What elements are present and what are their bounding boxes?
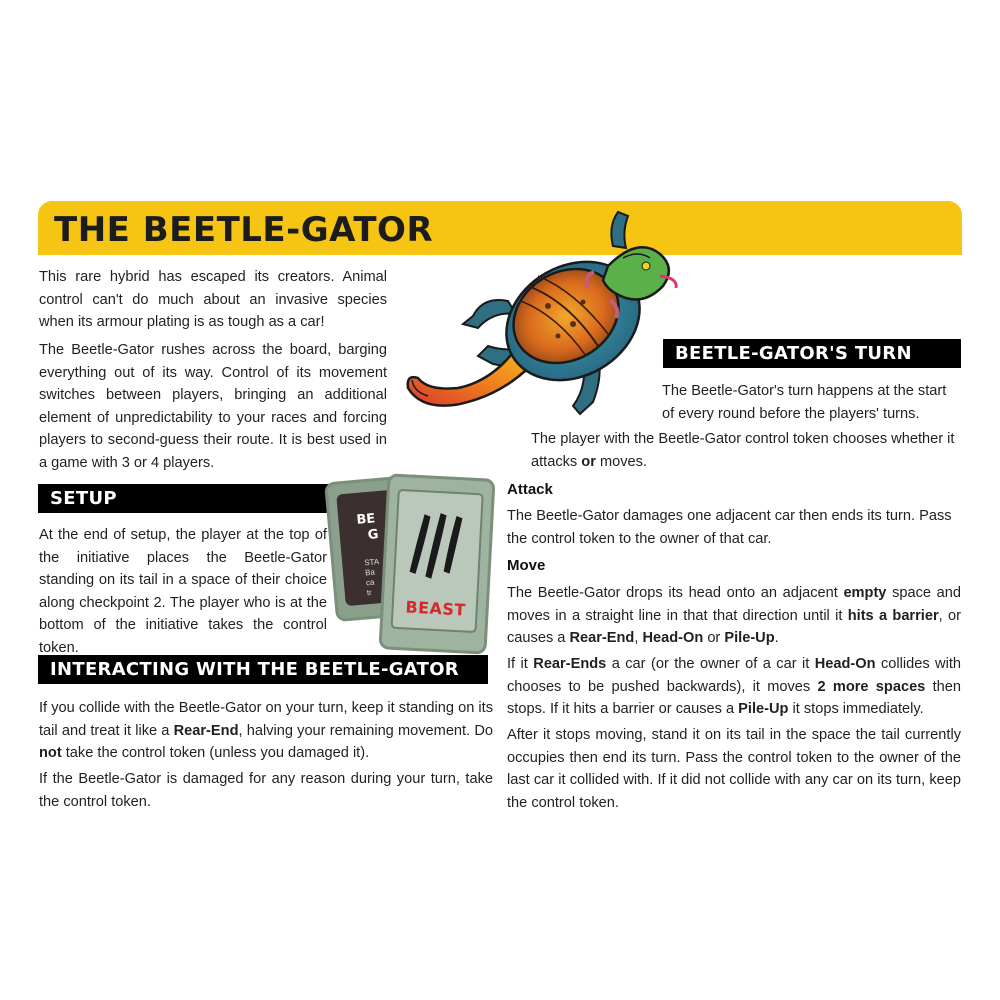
card-back-text bbox=[364, 557, 382, 598]
move-p1-k: . bbox=[774, 630, 779, 646]
move-p2-rear-ends: Rear-Ends bbox=[533, 656, 607, 672]
intro-paragraph-1: This rare hybrid has escaped its creators. Animal control can't do much about an invasive species when its armour plating is as tough as a car! bbox=[39, 269, 387, 330]
interacting-p1-rear-end: Rear-End bbox=[173, 722, 239, 739]
setup-paragraph: At the end of setup, the player at the top of the initiative places the Beetle-Gator standing on its tail in a space of their choice along checkpoint 2. The player who is at the bottom of the initiative takes the control token. bbox=[39, 527, 327, 656]
move-p1-a: The Beetle-Gator drops its head onto an adjacent bbox=[507, 585, 844, 601]
move-p2-e: collides with chooses to be pushed backwards), it moves bbox=[507, 656, 962, 695]
move-p2-i: it stops immediately. bbox=[788, 701, 924, 717]
move-paragraph-2 bbox=[507, 653, 961, 721]
move-p2-g: then stops. If it hits a barrier or causes a bbox=[507, 678, 961, 717]
card-back-title-2: G bbox=[367, 527, 380, 543]
interacting-p1-e: take the control token (unless you damaged it). bbox=[61, 745, 370, 761]
card-back-text-4: tr bbox=[366, 587, 373, 598]
move-paragraph-1 bbox=[507, 582, 961, 650]
turn-p2-text-a: The player with the Beetle-Gator control token chooses whether it attacks bbox=[531, 431, 955, 470]
turn-paragraph-1: The Beetle-Gator's turn happens at the start of every round before the players' turns. bbox=[662, 383, 947, 422]
card-back-text-1: STA bbox=[363, 557, 380, 568]
move-p1-head-on: Head-On bbox=[642, 630, 704, 646]
move-p2-c: a car (or the owner of a car it bbox=[606, 656, 815, 672]
interacting-p1-not: not bbox=[39, 745, 62, 761]
setup-heading: SETUP bbox=[38, 484, 488, 513]
turn-paragraph-2 bbox=[531, 428, 961, 473]
turn-p2-text-c: moves. bbox=[595, 453, 647, 470]
interacting-p1-c: , halving your remaining movement. Do bbox=[238, 722, 493, 739]
beast-card-label: BEAST bbox=[404, 597, 467, 620]
move-paragraph-3: After it stops moving, stand it on its tail in the space the tail currently occupies then end its turn. Pass the control token to the owner of the last car it collided with. If it did not collide with any car on its turn, keep the control token. bbox=[507, 727, 961, 811]
interacting-heading: INTERACTING WITH THE BEETLE-GATOR bbox=[38, 655, 488, 684]
move-p1-rear-end: Rear-End bbox=[569, 630, 635, 646]
interacting-paragraph-1 bbox=[39, 697, 493, 765]
move-p2-head-on: Head-On bbox=[814, 656, 876, 672]
move-p1-c: space and moves in a straight line in that that direction until it bbox=[507, 585, 962, 624]
page-title: THE BEETLE-GATOR bbox=[54, 210, 434, 250]
move-p1-pile-up: Pile-Up bbox=[724, 630, 775, 646]
card-back-text-3: ca bbox=[365, 577, 375, 588]
card-back-text-2: Ba bbox=[364, 567, 376, 578]
move-p2-pile-up: Pile-Up bbox=[738, 701, 789, 717]
beast-card bbox=[378, 473, 495, 654]
move-p1-i: or bbox=[703, 630, 725, 646]
turn-heading: BEETLE-GATOR'S TURN bbox=[663, 339, 961, 368]
attack-heading: Attack bbox=[507, 481, 553, 498]
interacting-p1-a: If you collide with the Beetle-Gator on your turn, keep it standing on its tail and treat it like a bbox=[39, 700, 493, 739]
move-p1-g: , bbox=[634, 630, 643, 646]
move-p2-more-spaces: 2 more spaces bbox=[817, 678, 926, 695]
interacting-paragraph-2: If the Beetle-Gator is damaged for any reason during your turn, take the control token. bbox=[39, 771, 493, 810]
beetle-gator-illustration bbox=[398, 206, 688, 436]
move-p1-e: , or causes a bbox=[507, 607, 961, 646]
move-p2-a: If it bbox=[507, 656, 534, 672]
intro-paragraph-2: The Beetle-Gator rushes across the board, barging everything out of its way. Control of its movement switches between players, bringing an additional element of unpredictability to your races and forcing players to second-guess their route. It is best used in a game with 3 or 4 players. bbox=[39, 342, 387, 471]
move-p1-barrier: hits a barrier bbox=[847, 607, 939, 624]
attack-paragraph: The Beetle-Gator damages one adjacent car then ends its turn. Pass the control token to the owner of that car. bbox=[507, 508, 952, 547]
card-back-title-1: BE bbox=[355, 511, 376, 528]
turn-p2-or: or bbox=[581, 453, 596, 470]
move-heading: Move bbox=[507, 557, 546, 574]
move-p1-empty: empty bbox=[843, 585, 887, 601]
claw-marks-icon bbox=[403, 509, 477, 583]
beast-card-panel bbox=[391, 489, 484, 633]
